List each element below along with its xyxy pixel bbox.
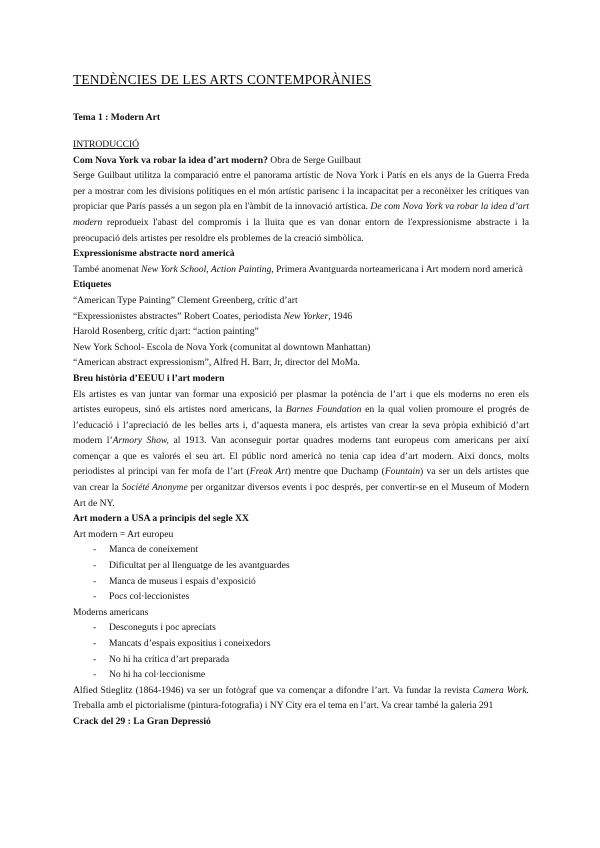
list-item: - Mancats d’espais expositius i coneixedors xyxy=(93,636,529,652)
list-item: - Desconeguts i poc apreciats xyxy=(93,620,529,636)
heading-labels: Etiquetes xyxy=(73,279,112,291)
label-line: “American Type Painting” Clement Greenberg, crític d’art xyxy=(73,294,298,306)
expr-italic: New York School, Action Painting, xyxy=(141,263,274,275)
history-italic: Armory Show, xyxy=(112,435,169,447)
history-text: ) va ser un dels artistes que van crear la xyxy=(73,466,529,494)
intro-paragraph xyxy=(73,168,529,246)
history-italic: Société Anonyme xyxy=(121,482,188,494)
label-text: “Expressionistes abstractes” Robert Coates, periodista xyxy=(73,310,284,322)
label-magazine: New Yorker xyxy=(283,310,329,322)
history-paragraph xyxy=(73,387,529,512)
intro-heading: INTRODUCCIÓ xyxy=(73,139,140,150)
label-year: , 1946 xyxy=(328,310,353,322)
moderns-label: Moderns americans xyxy=(73,606,149,618)
expr-text-a: També anomenat xyxy=(73,263,142,275)
history-text: al 1913. Van aconseguir portar quadres moderns tant europeus com americans per així començar a que es valorés el seu art. El públic nord americà no tenia cap idea d’art modern. Així doncs, molts periodistes al principi van fer mofa de l’art ( xyxy=(73,435,529,478)
heading-history: Breu història d’EEUU i l’art modern xyxy=(73,372,225,384)
stieglitz-text-end: Treballa amb el pictorialisme (pintura-fotografia) i NY City era el tema en l’art. Va crear també la galeria 291 xyxy=(73,700,494,712)
history-text: en la qual volien promoure el progrés de l’educació i l’apreciació de les belles arts i, d’aquesta manera, els artistes van crear la seva pròpia exhibició d’art modern l’ xyxy=(73,404,529,447)
label-line xyxy=(73,309,529,325)
intro-book-title: De com Nova York va robar la idea d’art modern xyxy=(73,201,529,228)
label-line: New York School- Escola de Nova York (comunitat al downtown Manhattan) xyxy=(73,341,371,353)
history-italic: Freak Art xyxy=(249,466,288,478)
expressionism-paragraph xyxy=(73,262,529,278)
heading-expressionism: Expressionisme abstracte nord americà xyxy=(73,248,235,260)
intro-lead-author: Obra de Serge Guilbaut xyxy=(267,154,361,166)
history-text: ) mentre que Duchamp ( xyxy=(287,466,385,478)
history-italic: Barnes Foundation xyxy=(285,404,362,416)
list-item: - Manca de coneixement xyxy=(93,542,529,558)
heading-crash: Crack del 29 : La Gran Depressió xyxy=(73,715,211,727)
list-item: - No hi ha crítica d’art preparada xyxy=(93,652,529,668)
intro-text: Serge Guilbaut utilitza la comparació entre el panorama artístic de Nova York i París en els anys de la Guerra Freda per a mostrar com les divisions polítiques en el món artístic parisenc i la incapacitat per a reconèixer les crítiques van propiciar que París passés a un segon pla en l'àmbit de la innovació artística. xyxy=(73,170,529,213)
europe-list xyxy=(73,542,529,604)
history-text: per organitzar diversos events i poc després, per convertir-se en el Museum of Modern Art de NY. xyxy=(73,482,529,509)
american-list xyxy=(73,620,529,682)
history-text: Els artistes es van juntar van formar una exposició per plasmar la potència de l’art i que els moderns no eren els artistes europeus, sinó els artistes nord americans, la xyxy=(73,388,529,416)
theme-heading: Tema 1 : Modern Art xyxy=(73,112,161,123)
list-item: - Manca de museus i espais d’exposició xyxy=(93,574,529,590)
label-line: “American abstract expressionism”, Alfred H. Barr, Jr, director del MoMa. xyxy=(73,357,360,369)
intro-lead-question: Com Nova York va robar la idea d’art modern? xyxy=(73,154,268,166)
history-italic: Fountain xyxy=(384,466,420,478)
expr-text-b: Primera Avantguarda norteamericana i Art modern nord americà xyxy=(273,263,523,275)
intro-lead xyxy=(73,153,529,169)
stieglitz-magazine: Camera Work. xyxy=(472,684,530,696)
heading-usa: Art modern a USA a principis del segle XX xyxy=(73,513,249,525)
list-item: - Dificultat per al llenguatge de les avantguardes xyxy=(93,558,529,574)
list-item: - No hi ha col·leccionisme xyxy=(93,667,529,683)
intro-text-end: reprodueix l'abast del compromís i la lluita que es van donar entorn de l'expressionisme abstracte i la preocupació dels artistes per resoldre els problemes de la creació simbòlica. xyxy=(73,216,529,244)
stieglitz-paragraph xyxy=(73,683,529,714)
label-line: Harold Rosenberg, crític d¡art: “action painting” xyxy=(73,326,259,338)
stieglitz-text: Alfied Stieglitz (1864-1946) va ser un fotògraf que va començar a difondre l’art. Va fundar la revista xyxy=(73,684,473,696)
usa-intro: Art modern = Art europeu xyxy=(73,528,174,540)
document-body xyxy=(73,72,529,730)
list-item: - Pocs col·leccionistes xyxy=(93,589,529,605)
document-title: TENDÈNCIES DE LES ARTS CONTEMPORÀNIES xyxy=(73,72,372,87)
